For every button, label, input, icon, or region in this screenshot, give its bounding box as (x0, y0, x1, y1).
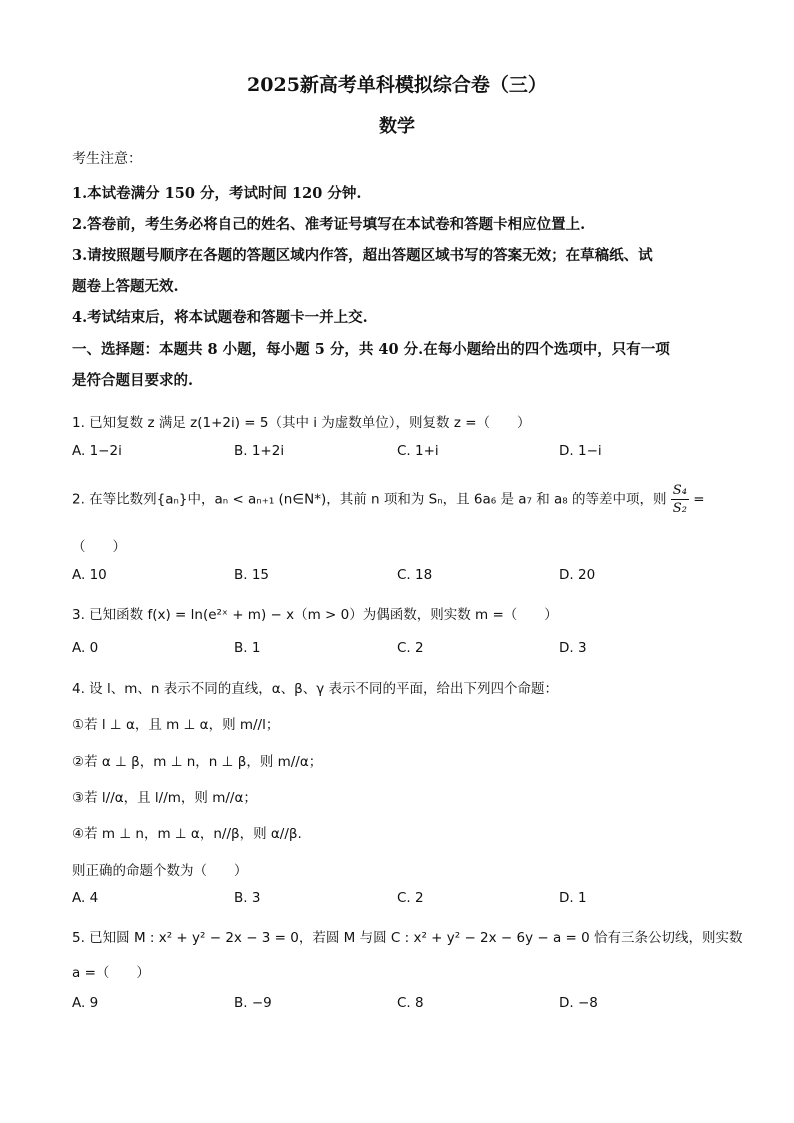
option-a: A. 0 (72, 640, 99, 656)
proposition-4: ④若 m ⊥ n，m ⊥ α，n//β，则 α//β. (72, 826, 302, 842)
question-2-text: 2. 在等比数列{aₙ}中，aₙ < aₙ₊₁ (n∈N*)，其前 n 项和为 Sₙ，且 6a₆ 是 a₇ 和 a₈ 的等差中项，则 (72, 491, 667, 508)
question-5-stem-cont: a =（ ） (72, 965, 150, 981)
question-3-stem: 3. 已知函数 f(x) = ln(e²ˣ + m) − x（m > 0）为偶函数，则实数 m =（ ） (72, 607, 558, 623)
section-heading: 一、选择题：本题共 8 小题，每小题 5 分，共 40 分.在每小题给出的四个选项中，只有一项 (72, 341, 670, 358)
question-2-options (72, 567, 732, 587)
section-heading-cont: 是符合题目要求的. (72, 372, 194, 389)
option-a: A. 4 (72, 890, 99, 906)
option-d: D. 20 (559, 567, 596, 583)
option-b: B. 1 (234, 640, 261, 656)
option-a: A. 10 (72, 567, 107, 583)
question-1-options (72, 443, 732, 463)
option-d: D. 3 (559, 640, 587, 656)
fraction-numerator: S₄ (672, 483, 687, 498)
option-d: D. 1 (559, 890, 587, 906)
question-5-stem: 5. 已知圆 M : x² + y² − 2x − 3 = 0，若圆 M 与圆 C : x² + y² − 2x − 6y − a = 0 恰有三条公切线，则实数 (72, 930, 743, 946)
option-c: C. 2 (397, 890, 424, 906)
question-1-stem: 1. 已知复数 z 满足 z(1+2i) = 5（其中 i 为虚数单位），则复数 z =（ ） (72, 415, 531, 431)
option-a: A. 9 (72, 995, 99, 1011)
proposition-2: ②若 α ⊥ β，m ⊥ n，n ⊥ β，则 m//α； (72, 754, 323, 770)
notice-item-3-cont: 题卷上答题无效. (72, 278, 179, 295)
option-b: B. 15 (234, 567, 270, 583)
notice-item-3: 3.请按照题号顺序在各题的答题区域内作答，超出答题区域书写的答案无效；在草稿纸、试 (72, 247, 653, 264)
option-d: D. −8 (559, 995, 598, 1011)
proposition-3: ③若 l//α，且 l//m，则 m//α； (72, 790, 257, 806)
notice-heading: 考生注意： (72, 151, 142, 167)
question-2-blank: （ ） (72, 539, 126, 555)
question-2-stem (72, 484, 705, 515)
option-b: B. −9 (234, 995, 272, 1011)
fraction-equals: = (693, 491, 705, 508)
option-a: A. 1−2i (72, 443, 122, 459)
exam-subject: 数学 (379, 116, 415, 137)
notice-item-4: 4.考试结束后，将本试题卷和答题卡一并上交. (72, 309, 368, 326)
exam-title: 2025新高考单科模拟综合卷（三） (247, 74, 547, 96)
question-4-stem: 4. 设 l、m、n 表示不同的直线，α、β、γ 表示不同的平面，给出下列四个命题： (72, 681, 559, 697)
option-d: D. 1−i (559, 443, 602, 459)
notice-item-2: 2.答卷前，考生务必将自己的姓名、准考证号填写在本试卷和答题卡相应位置上. (72, 216, 586, 233)
fraction-denominator: S₂ (672, 501, 687, 516)
question-4-ask: 则正确的命题个数为（ ） (72, 863, 248, 879)
option-c: C. 8 (397, 995, 424, 1011)
question-3-options (72, 640, 732, 660)
notice-item-1: 1.本试卷满分 150 分，考试时间 120 分钟. (72, 185, 362, 202)
option-c: C. 1+i (397, 443, 439, 459)
question-4-options (72, 890, 732, 910)
proposition-1: ①若 l ⊥ α，且 m ⊥ α，则 m//l； (72, 717, 280, 733)
option-b: B. 1+2i (234, 443, 285, 459)
question-2-fraction (671, 484, 689, 515)
question-5-options (72, 995, 732, 1015)
option-b: B. 3 (234, 890, 261, 906)
option-c: C. 18 (397, 567, 433, 583)
option-c: C. 2 (397, 640, 424, 656)
